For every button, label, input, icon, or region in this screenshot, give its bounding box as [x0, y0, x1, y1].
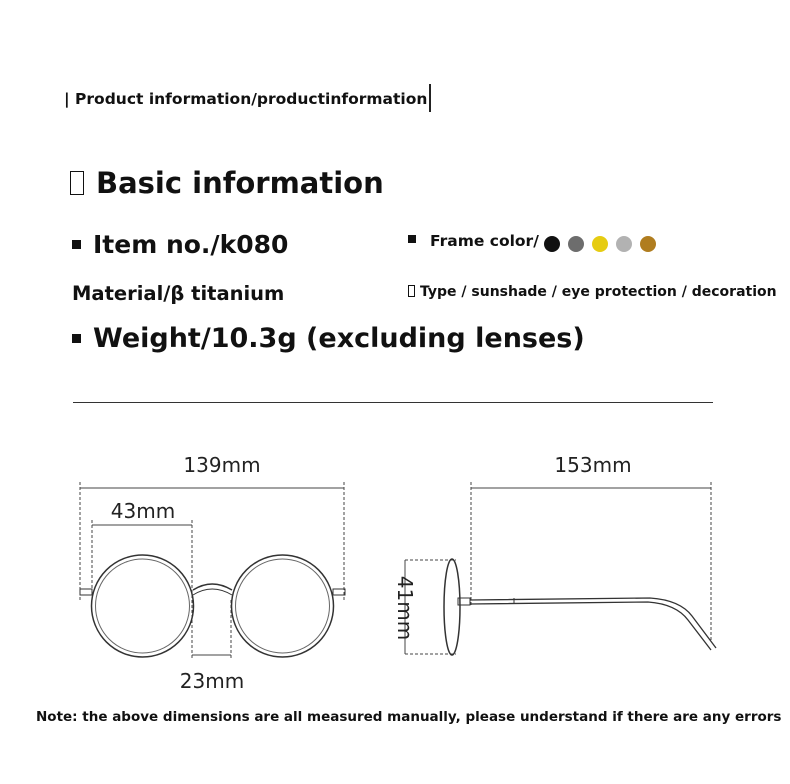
section-title: | Product information/productinformation: [64, 90, 428, 108]
disclaimer-note: Note: the above dimensions are all measured manually, please understand if there are any errors: [36, 709, 782, 725]
item-number-text: Item no./k080: [93, 230, 289, 259]
side-view: [405, 482, 716, 655]
temple-length-label: 153mm: [554, 453, 632, 477]
type-line-text: Type / sunshade / eye protection / decoration: [420, 284, 777, 300]
bridge-inner: [193, 589, 232, 595]
temple-arm-inner: [470, 602, 711, 650]
weight-text: Weight/10.3g (excluding lenses): [93, 323, 585, 354]
temple-arm: [470, 598, 716, 648]
left-lens: [92, 555, 194, 657]
right-lens-inner: [236, 559, 330, 653]
material: Material/β titanium: [72, 282, 285, 305]
heading-text: Basic information: [96, 166, 384, 200]
bridge-label: 23mm: [179, 669, 245, 693]
right-hinge: [333, 589, 345, 595]
total-width-label: 139mm: [183, 453, 261, 477]
right-lens: [232, 555, 334, 657]
left-hinge: [80, 589, 92, 595]
left-lens-inner: [96, 559, 190, 653]
lens-height-label: 41mm: [393, 575, 417, 641]
side-lens: [444, 559, 460, 655]
frame-color-label: Frame color/: [430, 232, 539, 250]
lens-width-label: 43mm: [110, 499, 176, 523]
